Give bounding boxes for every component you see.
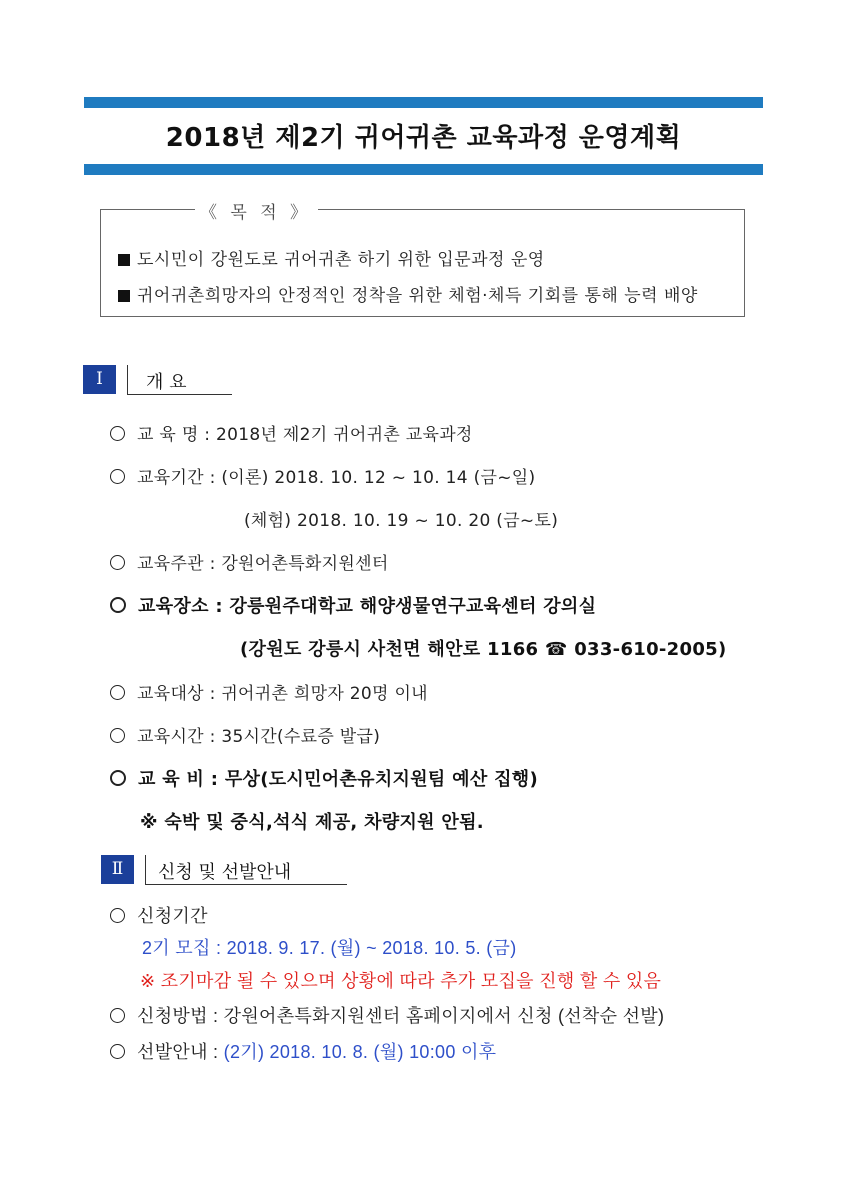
section1-heading: 개 요 xyxy=(146,372,187,393)
square-bullet-icon xyxy=(118,290,130,302)
apply-period-row xyxy=(110,902,208,928)
section1-number-badge: Ⅰ xyxy=(83,365,116,394)
edu-cost-text: 교 육 비 : 무상(도시민어촌유치지원팀 예산 집행) xyxy=(138,769,539,790)
apply-method-text: 신청방법 : 강원어촌특화지원센터 홈페이지에서 신청 (선착순 선발) xyxy=(137,1006,665,1026)
edu-period-text: 교육기간 : (이론) 2018. 10. 12 ~ 10. 14 (금~일) xyxy=(137,468,536,488)
section2-number-badge: Ⅱ xyxy=(101,855,134,884)
edu-address-row: (강원도 강릉시 사천면 해안로 1166 ☎ 033-610-2005) xyxy=(240,639,727,660)
circle-bullet-icon xyxy=(110,728,125,743)
circle-bullet-icon xyxy=(110,770,126,786)
edu-place-row xyxy=(110,592,596,618)
selection-label: 선발안내 : xyxy=(137,1042,224,1062)
page-title: 2018년 제2기 귀어귀촌 교육과정 운영계획 xyxy=(165,123,682,153)
purpose-box-top-right-border xyxy=(318,209,745,210)
early-close-note: ※ 조기마감 될 수 있으며 상황에 따라 추가 모집을 진행 할 수 있음 xyxy=(140,971,662,991)
selection-row xyxy=(110,1038,496,1064)
purpose-heading: 《 목 적 》 xyxy=(200,203,312,223)
purpose-item-text: 도시민이 강원도로 귀어귀촌 하기 위한 입문과정 운영 xyxy=(137,250,545,270)
edu-host-text: 교육주관 : 강원어촌특화지원센터 xyxy=(137,554,389,574)
section2-heading: 신청 및 선발안내 xyxy=(158,862,292,883)
apply-period-label: 신청기간 xyxy=(137,906,208,926)
circle-bullet-icon xyxy=(110,597,126,613)
edu-target-text: 교육대상 : 귀어귀촌 희망자 20명 이내 xyxy=(137,684,428,704)
purpose-item-text: 귀어귀촌희망자의 안정적인 정착을 위한 체험·체득 기회를 통해 능력 배양 xyxy=(137,286,698,306)
section2-divider xyxy=(145,855,146,884)
square-bullet-icon xyxy=(118,254,130,266)
circle-bullet-icon xyxy=(110,1044,125,1059)
section1-divider xyxy=(127,365,128,394)
purpose-item xyxy=(118,245,545,270)
circle-bullet-icon xyxy=(110,555,125,570)
apply-period-value: 2기 모집 : 2018. 9. 17. (월) ~ 2018. 10. 5. (금) xyxy=(142,938,517,958)
edu-period-row xyxy=(110,463,535,488)
title-top-bar xyxy=(84,97,763,108)
circle-bullet-icon xyxy=(110,469,125,484)
section2-underline xyxy=(145,884,347,885)
edu-target-row xyxy=(110,679,428,704)
selection-value: (2기) 2018. 10. 8. (월) 10:00 이후 xyxy=(223,1042,497,1062)
edu-place-text: 교육장소 : 강릉원주대학교 해양생물연구교육센터 강의실 xyxy=(138,596,597,617)
circle-bullet-icon xyxy=(110,908,125,923)
circle-bullet-icon xyxy=(110,685,125,700)
apply-method-row xyxy=(110,1002,664,1028)
purpose-box-top-left-border xyxy=(100,209,195,210)
edu-name-row xyxy=(110,420,473,445)
edu-period-row-2: (체험) 2018. 10. 19 ~ 10. 20 (금~토) xyxy=(244,511,559,531)
circle-bullet-icon xyxy=(110,1008,125,1023)
edu-cost-row xyxy=(110,765,538,791)
purpose-item xyxy=(118,281,698,306)
edu-note-row: ※ 숙박 및 중식,석식 제공, 차량지원 안됨. xyxy=(140,812,484,833)
edu-name-text: 교 육 명 : 2018년 제2기 귀어귀촌 교육과정 xyxy=(137,425,473,445)
edu-hours-text: 교육시간 : 35시간(수료증 발급) xyxy=(137,727,381,747)
edu-hours-row xyxy=(110,722,380,747)
edu-host-row xyxy=(110,549,389,574)
title-bottom-bar xyxy=(84,164,763,175)
section1-underline xyxy=(127,394,232,395)
circle-bullet-icon xyxy=(110,426,125,441)
